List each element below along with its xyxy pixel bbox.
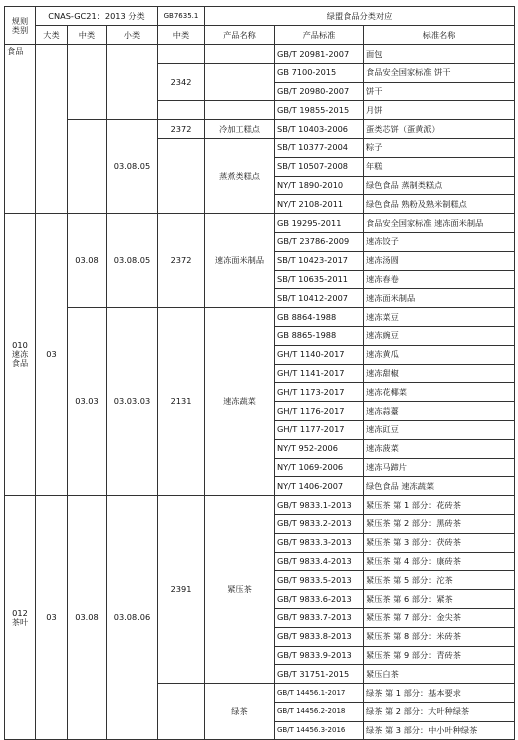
rule-category-label: 食品 bbox=[7, 46, 24, 56]
standard-name-cell: 紧压茶 第 7 部分：金尖茶 bbox=[364, 608, 515, 627]
standard-name-cell: 紧压茶 第 3 部分：茯砖茶 bbox=[364, 533, 515, 552]
middle-class-cell bbox=[68, 120, 107, 214]
product-standard-cell: GB/T 14456.2-2018 bbox=[275, 702, 364, 721]
standard-name-cell: 紧压茶 第 4 部分：康砖茶 bbox=[364, 552, 515, 571]
product-standard-cell: GB/T 31751-2015 bbox=[275, 665, 364, 684]
middle-class-cell: 03.08 bbox=[68, 496, 107, 740]
product-standard-cell: GB/T 9833.6-2013 bbox=[275, 590, 364, 609]
standard-name-cell: 速冻饺子 bbox=[364, 232, 515, 251]
major-class-cell bbox=[36, 45, 68, 214]
standard-name-cell: 绿茶 第 3 部分：中小叶种绿茶 bbox=[364, 721, 515, 740]
product-name-cell: 紧压茶 bbox=[205, 496, 275, 684]
rule-category-label: 010 bbox=[12, 340, 28, 351]
product-name-cell: 冷加工糕点 bbox=[205, 120, 275, 139]
product-name-cell bbox=[205, 45, 275, 64]
header-gb-middle: 中类 bbox=[158, 26, 205, 45]
product-standard-cell: GB/T 14456.1-2017 bbox=[275, 684, 364, 703]
header-standard-name: 标准名称 bbox=[364, 26, 515, 45]
header-product-name: 产品名称 bbox=[205, 26, 275, 45]
product-standard-cell: GH/T 1140-2017 bbox=[275, 345, 364, 364]
minor-class-cell: 03.08.05 bbox=[107, 214, 158, 308]
standard-name-cell: 绿色食品 速冻蔬菜 bbox=[364, 477, 515, 496]
standard-name-cell: 紧压茶 第 9 部分：青砖茶 bbox=[364, 646, 515, 665]
standard-name-cell: 速冻春卷 bbox=[364, 270, 515, 289]
gb-class-cell: 2372 bbox=[158, 120, 205, 139]
standard-name-cell: 速冻豌豆 bbox=[364, 326, 515, 345]
standard-name-cell: 面包 bbox=[364, 45, 515, 64]
standard-name-cell: 速冻汤圆 bbox=[364, 251, 515, 270]
standard-name-cell: 速冻面米制品 bbox=[364, 289, 515, 308]
standard-name-cell: 紧压茶 第 6 部分：紧茶 bbox=[364, 590, 515, 609]
minor-class-cell: 03.08.05 bbox=[107, 120, 158, 214]
product-standard-cell: SB/T 10635-2011 bbox=[275, 270, 364, 289]
standard-name-cell: 食品安全国家标准 速冻面米制品 bbox=[364, 214, 515, 233]
standard-name-cell: 速冻豇豆 bbox=[364, 420, 515, 439]
header-gb: GB7635.1 bbox=[158, 7, 205, 26]
standard-name-cell: 紧压茶 第 2 部分：黑砖茶 bbox=[364, 514, 515, 533]
header-product-standard: 产品标准 bbox=[275, 26, 364, 45]
table-row bbox=[5, 496, 515, 515]
middle-class-cell: 03.03 bbox=[68, 308, 107, 496]
table-row bbox=[5, 45, 515, 64]
product-standard-cell: NY/T 952-2006 bbox=[275, 439, 364, 458]
rule-category-cell bbox=[5, 45, 36, 214]
header-middle: 中类 bbox=[68, 26, 107, 45]
product-standard-cell: SB/T 10507-2008 bbox=[275, 157, 364, 176]
header-row-2 bbox=[5, 26, 515, 45]
standard-name-cell: 饼干 bbox=[364, 82, 515, 101]
classification-table bbox=[4, 6, 515, 740]
product-standard-cell: GB 19295-2011 bbox=[275, 214, 364, 233]
standard-name-cell: 速冻菜豆 bbox=[364, 308, 515, 327]
table-row bbox=[5, 120, 515, 139]
product-standard-cell: SB/T 10423-2017 bbox=[275, 251, 364, 270]
product-standard-cell: SB/T 10403-2006 bbox=[275, 120, 364, 139]
standard-name-cell: 紧压茶 第 1 部分：花砖茶 bbox=[364, 496, 515, 515]
gb-class-cell bbox=[158, 684, 205, 740]
product-name-cell: 蒸煮类糕点 bbox=[205, 138, 275, 213]
standard-name-cell: 速冻甜椒 bbox=[364, 364, 515, 383]
product-name-cell: 速冻蔬菜 bbox=[205, 308, 275, 496]
minor-class-cell: 03.03.03 bbox=[107, 308, 158, 496]
gb-class-cell bbox=[158, 101, 205, 120]
rule-category-label: 食品 bbox=[11, 358, 29, 369]
product-name-cell: 绿茶 bbox=[205, 684, 275, 740]
standard-name-cell: 年糕 bbox=[364, 157, 515, 176]
product-standard-cell: GB/T 9833.4-2013 bbox=[275, 552, 364, 571]
standard-name-cell: 食品安全国家标准 饼干 bbox=[364, 63, 515, 82]
product-standard-cell: NY/T 1069-2006 bbox=[275, 458, 364, 477]
rule-category-label: 茶叶 bbox=[11, 616, 29, 627]
header-minor: 小类 bbox=[107, 26, 158, 45]
major-class-cell: 03 bbox=[36, 496, 68, 740]
standard-name-cell: 速冻花椰菜 bbox=[364, 383, 515, 402]
standard-name-cell: 速冻马蹄片 bbox=[364, 458, 515, 477]
product-standard-cell: GB/T 9833.9-2013 bbox=[275, 646, 364, 665]
minor-class-cell bbox=[107, 45, 158, 120]
product-standard-cell: GB/T 9833.3-2013 bbox=[275, 533, 364, 552]
product-standard-cell: GB/T 9833.8-2013 bbox=[275, 627, 364, 646]
product-standard-cell: GB/T 9833.5-2013 bbox=[275, 571, 364, 590]
standard-name-cell: 绿色食品 熟粉及熟米制糕点 bbox=[364, 195, 515, 214]
gb-class-cell: 2391 bbox=[158, 496, 205, 684]
standard-name-cell: 速冻菠菜 bbox=[364, 439, 515, 458]
rule-category-cell bbox=[5, 214, 36, 496]
product-standard-cell: GB/T 9833.2-2013 bbox=[275, 514, 364, 533]
product-standard-cell: GB/T 20981-2007 bbox=[275, 45, 364, 64]
standard-name-cell: 速冻黄瓜 bbox=[364, 345, 515, 364]
minor-class-cell: 03.08.06 bbox=[107, 496, 158, 740]
standard-name-cell: 速冻蒜薹 bbox=[364, 402, 515, 421]
rule-category-cell bbox=[5, 496, 36, 740]
standard-name-cell: 紧压茶 第 8 部分：米砖茶 bbox=[364, 627, 515, 646]
product-standard-cell: NY/T 1890-2010 bbox=[275, 176, 364, 195]
standard-name-cell: 粽子 bbox=[364, 138, 515, 157]
middle-class-cell: 03.08 bbox=[68, 214, 107, 308]
product-standard-cell: NY/T 2108-2011 bbox=[275, 195, 364, 214]
product-name-cell: 速冻面米制品 bbox=[205, 214, 275, 308]
gb-class-cell bbox=[158, 45, 205, 64]
header-major: 大类 bbox=[36, 26, 68, 45]
standard-name-cell: 蛋类芯饼（蛋黄派） bbox=[364, 120, 515, 139]
table-row bbox=[5, 214, 515, 233]
product-standard-cell: SB/T 10412-2007 bbox=[275, 289, 364, 308]
standard-name-cell: 绿茶 第 1 部分：基本要求 bbox=[364, 684, 515, 703]
product-standard-cell: GB/T 14456.3-2016 bbox=[275, 721, 364, 740]
product-standard-cell: GB/T 9833.1-2013 bbox=[275, 496, 364, 515]
product-standard-cell: GB 8865-1988 bbox=[275, 326, 364, 345]
major-class-cell: 03 bbox=[36, 214, 68, 496]
product-standard-cell: SB/T 10377-2004 bbox=[275, 138, 364, 157]
product-standard-cell: GB/T 9833.7-2013 bbox=[275, 608, 364, 627]
product-standard-cell: GH/T 1177-2017 bbox=[275, 420, 364, 439]
rule-category-label: 速冻 bbox=[11, 349, 29, 360]
product-standard-cell: GH/T 1141-2017 bbox=[275, 364, 364, 383]
product-standard-cell: GB/T 19855-2015 bbox=[275, 101, 364, 120]
product-standard-cell: GB 8864-1988 bbox=[275, 308, 364, 327]
gb-class-cell bbox=[158, 138, 205, 213]
standard-name-cell: 紧压白茶 bbox=[364, 665, 515, 684]
gb-class-cell: 2131 bbox=[158, 308, 205, 496]
standard-name-cell: 月饼 bbox=[364, 101, 515, 120]
product-name-cell bbox=[205, 101, 275, 120]
standard-name-cell: 绿茶 第 2 部分：大叶种绿茶 bbox=[364, 702, 515, 721]
header-row-1 bbox=[5, 7, 515, 26]
standard-name-cell: 紧压茶 第 5 部分：沱茶 bbox=[364, 571, 515, 590]
middle-class-cell bbox=[68, 45, 107, 120]
standard-name-cell: 绿色食品 蒸制类糕点 bbox=[364, 176, 515, 195]
product-standard-cell: GB 7100-2015 bbox=[275, 63, 364, 82]
gb-class-cell: 2372 bbox=[158, 214, 205, 308]
table-row bbox=[5, 308, 515, 327]
header-rule-category: 规则 类别 bbox=[5, 7, 36, 45]
header-green: 绿盟食品分类对应 bbox=[205, 7, 515, 26]
rule-category-label: 012 bbox=[12, 608, 28, 618]
header-cnas: CNAS-GC21：2013 分类 bbox=[36, 7, 158, 26]
product-standard-cell: GB/T 23786-2009 bbox=[275, 232, 364, 251]
gb-class-cell: 2342 bbox=[158, 63, 205, 101]
product-standard-cell: NY/T 1406-2007 bbox=[275, 477, 364, 496]
product-standard-cell: GH/T 1173-2017 bbox=[275, 383, 364, 402]
product-standard-cell: GB/T 20980-2007 bbox=[275, 82, 364, 101]
product-standard-cell: GH/T 1176-2017 bbox=[275, 402, 364, 421]
product-name-cell bbox=[205, 63, 275, 101]
